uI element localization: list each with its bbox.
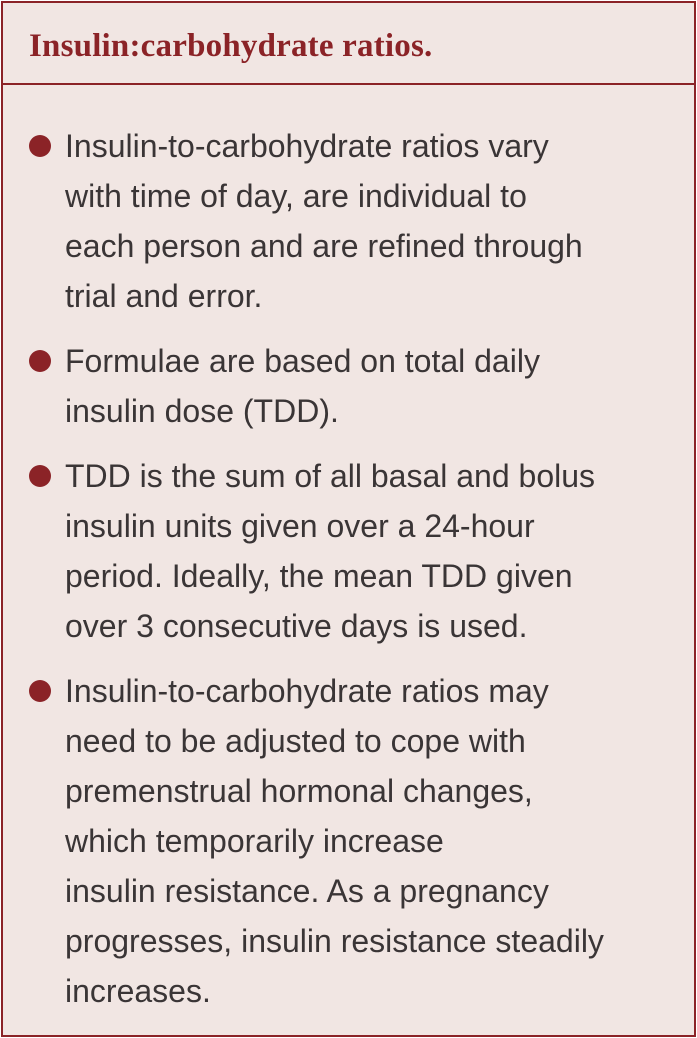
list-item xyxy=(29,336,674,436)
bullet-icon xyxy=(29,135,51,157)
bullet-icon xyxy=(29,465,51,487)
list-item-text: Insulin-to-carbohydrate ratios vary with time of day, are individual to each person and are refined through trial and error. xyxy=(65,128,583,314)
list-item xyxy=(29,121,674,321)
list-item-text: Formulae are based on total daily insulin dose (TDD). xyxy=(65,343,540,429)
bullet-icon xyxy=(29,680,51,702)
box-content xyxy=(3,85,694,1016)
list-item xyxy=(29,666,674,1016)
list-item-text: Insulin-to-carbohydrate ratios may need to be adjusted to cope with premenstrual hormonal changes, which temporarily increase insulin resistance. As a pregnancy progresses, insulin resistance steadily increases. xyxy=(65,673,604,1009)
box-header xyxy=(3,3,694,85)
list-item-text: TDD is the sum of all basal and bolus insulin units given over a 24-hour period. Ideally, the mean TDD given over 3 consecutive days is used. xyxy=(65,458,596,644)
list-item xyxy=(29,451,674,651)
box-title: Insulin:carbohydrate ratios. xyxy=(29,27,433,64)
info-box xyxy=(1,1,696,1037)
bullet-icon xyxy=(29,350,51,372)
